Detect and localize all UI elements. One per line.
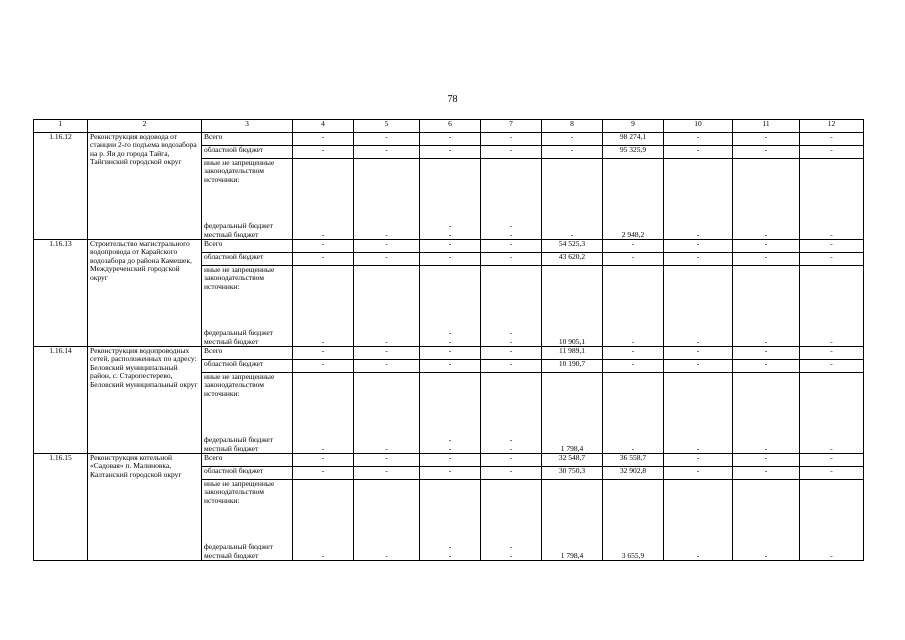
value-cell: - bbox=[354, 253, 420, 266]
project-name: Реконструкция водовода от станции 2-го подъема водозабора на р. Яя до города Тайга, Тайгинский городской округ bbox=[88, 133, 202, 240]
value-cell: - bbox=[733, 454, 800, 467]
header-cell: 3 bbox=[202, 120, 293, 133]
value-stack bbox=[735, 159, 797, 239]
value-cell: 54 525,3 bbox=[542, 240, 603, 253]
value-cell: - bbox=[481, 454, 542, 467]
value-cell: - bbox=[354, 467, 420, 480]
value-cell: - bbox=[733, 467, 800, 480]
value-cell-other bbox=[542, 159, 603, 240]
value-stack bbox=[735, 266, 797, 346]
value-cell: - bbox=[664, 454, 733, 467]
local-value: - bbox=[321, 550, 325, 560]
value-cell: - bbox=[354, 133, 420, 146]
value-cell: - bbox=[481, 240, 542, 253]
local-value: 3 655,9 bbox=[621, 550, 645, 560]
value-cell-other bbox=[354, 159, 420, 240]
source-label-other bbox=[202, 373, 293, 454]
value-cell: - bbox=[733, 360, 800, 373]
local-value: - bbox=[509, 229, 513, 239]
label-local: местный бюджет bbox=[204, 443, 259, 453]
value-cell: - bbox=[420, 133, 481, 146]
value-cell: - bbox=[733, 133, 800, 146]
federal-value: - bbox=[448, 328, 452, 338]
value-cell-other bbox=[800, 373, 864, 454]
value-cell: - bbox=[354, 454, 420, 467]
value-cell-other bbox=[664, 159, 733, 240]
local-value: - bbox=[696, 229, 700, 239]
value-stack bbox=[295, 159, 351, 239]
value-cell-other bbox=[664, 373, 733, 454]
project-row-all bbox=[34, 454, 864, 467]
value-cell: - bbox=[542, 133, 603, 146]
source-label-all: Всего bbox=[202, 133, 293, 146]
value-cell: - bbox=[664, 146, 733, 159]
value-cell: - bbox=[293, 240, 354, 253]
value-cell: - bbox=[481, 133, 542, 146]
header-cell: 11 bbox=[733, 120, 800, 133]
project-number: 1.16.14 bbox=[34, 347, 88, 454]
header-cell: 9 bbox=[603, 120, 664, 133]
project-row-all bbox=[34, 240, 864, 253]
project-name: Реконструкция котельной «Садовая» п. Малиновка, Калтанский городской округ bbox=[88, 454, 202, 561]
value-stack bbox=[422, 373, 478, 453]
value-cell: - bbox=[420, 360, 481, 373]
source-label-regional: областной бюджет bbox=[202, 467, 293, 480]
local-value: - bbox=[764, 336, 768, 346]
value-cell: - bbox=[733, 146, 800, 159]
label-other-sources: иные не запрещенные законодательством источники: bbox=[204, 265, 275, 291]
value-cell-other bbox=[800, 159, 864, 240]
value-cell: - bbox=[293, 347, 354, 360]
value-cell: - bbox=[420, 347, 481, 360]
value-cell: - bbox=[354, 146, 420, 159]
value-cell: - bbox=[293, 467, 354, 480]
local-value: - bbox=[696, 550, 700, 560]
value-cell: - bbox=[664, 133, 733, 146]
header-cell: 4 bbox=[293, 120, 354, 133]
value-stack bbox=[483, 159, 539, 239]
value-cell: - bbox=[481, 347, 542, 360]
value-cell: - bbox=[293, 133, 354, 146]
value-stack bbox=[666, 480, 730, 560]
local-value: - bbox=[830, 336, 833, 346]
local-value: - bbox=[448, 336, 452, 346]
value-cell: - bbox=[664, 467, 733, 480]
value-cell: - bbox=[481, 360, 542, 373]
value-cell: - bbox=[733, 347, 800, 360]
project-name: Строительство магистрального водопровода от Карайского водозабора до района Камешек, Междуреченский городской округ bbox=[88, 240, 202, 347]
value-cell-other bbox=[481, 373, 542, 454]
budget-table bbox=[33, 119, 864, 561]
value-cell: - bbox=[664, 253, 733, 266]
local-value: 10 905,1 bbox=[558, 336, 586, 346]
project-number: 1.16.15 bbox=[34, 454, 88, 561]
value-cell: - bbox=[603, 240, 664, 253]
federal-value: - bbox=[509, 221, 513, 231]
label-federal: федеральный бюджет bbox=[204, 328, 274, 338]
value-stack bbox=[356, 480, 417, 560]
local-value: - bbox=[509, 443, 513, 453]
value-stack bbox=[483, 373, 539, 453]
value-cell: - bbox=[800, 146, 864, 159]
source-label-regional: областной бюджет bbox=[202, 360, 293, 373]
source-label-stack bbox=[204, 266, 290, 346]
source-label-all: Всего bbox=[202, 347, 293, 360]
value-cell-other bbox=[664, 266, 733, 347]
value-cell: 32 548,7 bbox=[542, 454, 603, 467]
value-cell: - bbox=[733, 240, 800, 253]
header-cell: 8 bbox=[542, 120, 603, 133]
source-label-stack bbox=[204, 159, 290, 239]
local-value: - bbox=[764, 550, 768, 560]
value-stack bbox=[295, 480, 351, 560]
value-stack bbox=[422, 266, 478, 346]
source-label-regional: областной бюджет bbox=[202, 253, 293, 266]
local-value: - bbox=[631, 443, 635, 453]
value-stack bbox=[356, 266, 417, 346]
value-cell-other bbox=[481, 480, 542, 561]
value-cell-other bbox=[733, 373, 800, 454]
value-cell: - bbox=[800, 133, 864, 146]
local-value: - bbox=[570, 229, 574, 239]
value-cell-other bbox=[354, 266, 420, 347]
value-stack bbox=[605, 480, 661, 560]
value-cell: - bbox=[354, 360, 420, 373]
value-cell: 95 325,9 bbox=[603, 146, 664, 159]
local-value: - bbox=[509, 550, 513, 560]
local-value: - bbox=[448, 550, 452, 560]
value-cell: - bbox=[354, 347, 420, 360]
header-cell: 6 bbox=[420, 120, 481, 133]
local-value: - bbox=[764, 229, 768, 239]
value-cell: 36 558,7 bbox=[603, 454, 664, 467]
value-cell-other bbox=[800, 266, 864, 347]
local-value: - bbox=[830, 443, 833, 453]
value-cell: - bbox=[800, 360, 864, 373]
value-cell-other bbox=[733, 266, 800, 347]
value-cell-other bbox=[542, 373, 603, 454]
value-cell: - bbox=[420, 467, 481, 480]
local-value: 1 798,4 bbox=[560, 443, 584, 453]
value-cell: - bbox=[293, 146, 354, 159]
value-cell-other bbox=[542, 266, 603, 347]
value-cell: - bbox=[603, 347, 664, 360]
value-cell: - bbox=[481, 253, 542, 266]
value-cell-other bbox=[420, 266, 481, 347]
value-cell-other bbox=[542, 480, 603, 561]
value-cell: - bbox=[603, 360, 664, 373]
label-other-sources: иные не запрещенные законодательством источники: bbox=[204, 479, 275, 505]
value-cell: - bbox=[800, 454, 864, 467]
local-value: - bbox=[321, 336, 325, 346]
federal-value: - bbox=[448, 435, 452, 445]
value-cell-other bbox=[293, 266, 354, 347]
local-value: - bbox=[385, 550, 388, 560]
value-cell-other bbox=[481, 266, 542, 347]
value-cell: - bbox=[481, 146, 542, 159]
value-stack bbox=[802, 373, 861, 453]
value-stack bbox=[802, 480, 861, 560]
local-value: - bbox=[764, 443, 768, 453]
value-cell-other bbox=[420, 480, 481, 561]
label-other-sources: иные не запрещенные законодательством источники: bbox=[204, 372, 275, 398]
local-value: - bbox=[385, 229, 388, 239]
local-value: - bbox=[321, 443, 325, 453]
value-stack bbox=[666, 373, 730, 453]
local-value: - bbox=[830, 550, 833, 560]
value-cell-other bbox=[603, 373, 664, 454]
value-cell-other bbox=[664, 480, 733, 561]
header-cell: 10 bbox=[664, 120, 733, 133]
source-label-other bbox=[202, 266, 293, 347]
value-cell: 30 750,3 bbox=[542, 467, 603, 480]
value-stack bbox=[666, 159, 730, 239]
value-stack bbox=[544, 159, 600, 239]
value-stack bbox=[544, 266, 600, 346]
value-stack bbox=[666, 266, 730, 346]
header-cell: 1 bbox=[34, 120, 88, 133]
value-cell: - bbox=[603, 253, 664, 266]
local-value: - bbox=[509, 336, 513, 346]
value-cell: - bbox=[293, 454, 354, 467]
label-local: местный бюджет bbox=[204, 336, 259, 346]
value-cell: - bbox=[420, 240, 481, 253]
local-value: - bbox=[631, 336, 635, 346]
value-cell-other bbox=[603, 159, 664, 240]
project-name: Реконструкция водопроводных сетей, расположенных по адресу: Беловский муниципальный район, с. Старопестерево, Беловский муниципальный округ bbox=[88, 347, 202, 454]
value-stack bbox=[605, 266, 661, 346]
value-cell: - bbox=[664, 347, 733, 360]
header-cell: 5 bbox=[354, 120, 420, 133]
value-stack bbox=[544, 480, 600, 560]
value-cell: 10 190,7 bbox=[542, 360, 603, 373]
federal-value: - bbox=[509, 328, 513, 338]
source-label-all: Всего bbox=[202, 454, 293, 467]
source-label-regional: областной бюджет bbox=[202, 146, 293, 159]
value-cell: - bbox=[800, 253, 864, 266]
project-number: 1.16.12 bbox=[34, 133, 88, 240]
value-stack bbox=[483, 266, 539, 346]
value-cell: 32 902,8 bbox=[603, 467, 664, 480]
value-stack bbox=[735, 480, 797, 560]
value-cell-other bbox=[603, 480, 664, 561]
value-cell: 43 620,2 bbox=[542, 253, 603, 266]
value-stack bbox=[735, 373, 797, 453]
value-cell: - bbox=[733, 253, 800, 266]
value-cell-other bbox=[733, 480, 800, 561]
source-label-all: Всего bbox=[202, 240, 293, 253]
header-row bbox=[34, 120, 864, 133]
value-cell: - bbox=[481, 467, 542, 480]
value-cell: - bbox=[800, 467, 864, 480]
label-other-sources: иные не запрещенные законодательством источники: bbox=[204, 158, 275, 184]
project-row-all bbox=[34, 133, 864, 146]
value-stack bbox=[605, 159, 661, 239]
value-cell-other bbox=[420, 159, 481, 240]
value-cell: - bbox=[420, 454, 481, 467]
value-cell-other bbox=[293, 159, 354, 240]
value-cell-other bbox=[354, 373, 420, 454]
value-stack bbox=[422, 159, 478, 239]
local-value: - bbox=[385, 336, 388, 346]
header-cell: 2 bbox=[88, 120, 202, 133]
value-cell: - bbox=[293, 253, 354, 266]
header-cell: 7 bbox=[481, 120, 542, 133]
local-value: - bbox=[696, 336, 700, 346]
value-stack bbox=[544, 373, 600, 453]
label-federal: федеральный бюджет bbox=[204, 221, 274, 231]
local-value: - bbox=[830, 229, 833, 239]
value-cell-other bbox=[481, 159, 542, 240]
value-stack bbox=[422, 480, 478, 560]
value-cell-other bbox=[800, 480, 864, 561]
label-federal: федеральный бюджет bbox=[204, 435, 274, 445]
value-cell: - bbox=[354, 240, 420, 253]
value-cell: - bbox=[293, 360, 354, 373]
value-stack bbox=[295, 266, 351, 346]
local-value: 2 948,2 bbox=[621, 229, 645, 239]
value-stack bbox=[802, 266, 861, 346]
local-value: - bbox=[448, 443, 452, 453]
value-stack bbox=[295, 373, 351, 453]
value-cell: 11 989,1 bbox=[542, 347, 603, 360]
page-number: 78 bbox=[447, 94, 458, 105]
value-cell: 98 274,1 bbox=[603, 133, 664, 146]
value-cell-other bbox=[733, 159, 800, 240]
label-federal: федеральный бюджет bbox=[204, 542, 274, 552]
local-value: - bbox=[385, 443, 388, 453]
value-cell: - bbox=[800, 347, 864, 360]
local-value: - bbox=[448, 229, 452, 239]
value-cell: - bbox=[800, 240, 864, 253]
value-stack bbox=[605, 373, 661, 453]
value-cell: - bbox=[542, 146, 603, 159]
header-cell: 12 bbox=[800, 120, 864, 133]
value-cell: - bbox=[420, 253, 481, 266]
value-stack bbox=[356, 373, 417, 453]
source-label-other bbox=[202, 159, 293, 240]
value-cell-other bbox=[603, 266, 664, 347]
source-label-stack bbox=[204, 373, 290, 453]
project-row-all bbox=[34, 347, 864, 360]
local-value: - bbox=[696, 443, 700, 453]
project-number: 1.16.13 bbox=[34, 240, 88, 347]
value-cell-other bbox=[293, 480, 354, 561]
value-cell: - bbox=[420, 146, 481, 159]
federal-value: - bbox=[509, 542, 513, 552]
local-value: - bbox=[321, 229, 325, 239]
label-local: местный бюджет bbox=[204, 550, 259, 560]
value-cell-other bbox=[293, 373, 354, 454]
value-cell: - bbox=[664, 240, 733, 253]
federal-value: - bbox=[448, 221, 452, 231]
value-stack bbox=[356, 159, 417, 239]
source-label-other bbox=[202, 480, 293, 561]
table-body bbox=[34, 120, 864, 561]
label-local: местный бюджет bbox=[204, 229, 259, 239]
local-value: 1 798,4 bbox=[560, 550, 584, 560]
value-cell: - bbox=[664, 360, 733, 373]
value-stack bbox=[483, 480, 539, 560]
federal-value: - bbox=[448, 542, 452, 552]
federal-value: - bbox=[509, 435, 513, 445]
value-cell-other bbox=[354, 480, 420, 561]
value-stack bbox=[802, 159, 861, 239]
source-label-stack bbox=[204, 480, 290, 560]
value-cell-other bbox=[420, 373, 481, 454]
